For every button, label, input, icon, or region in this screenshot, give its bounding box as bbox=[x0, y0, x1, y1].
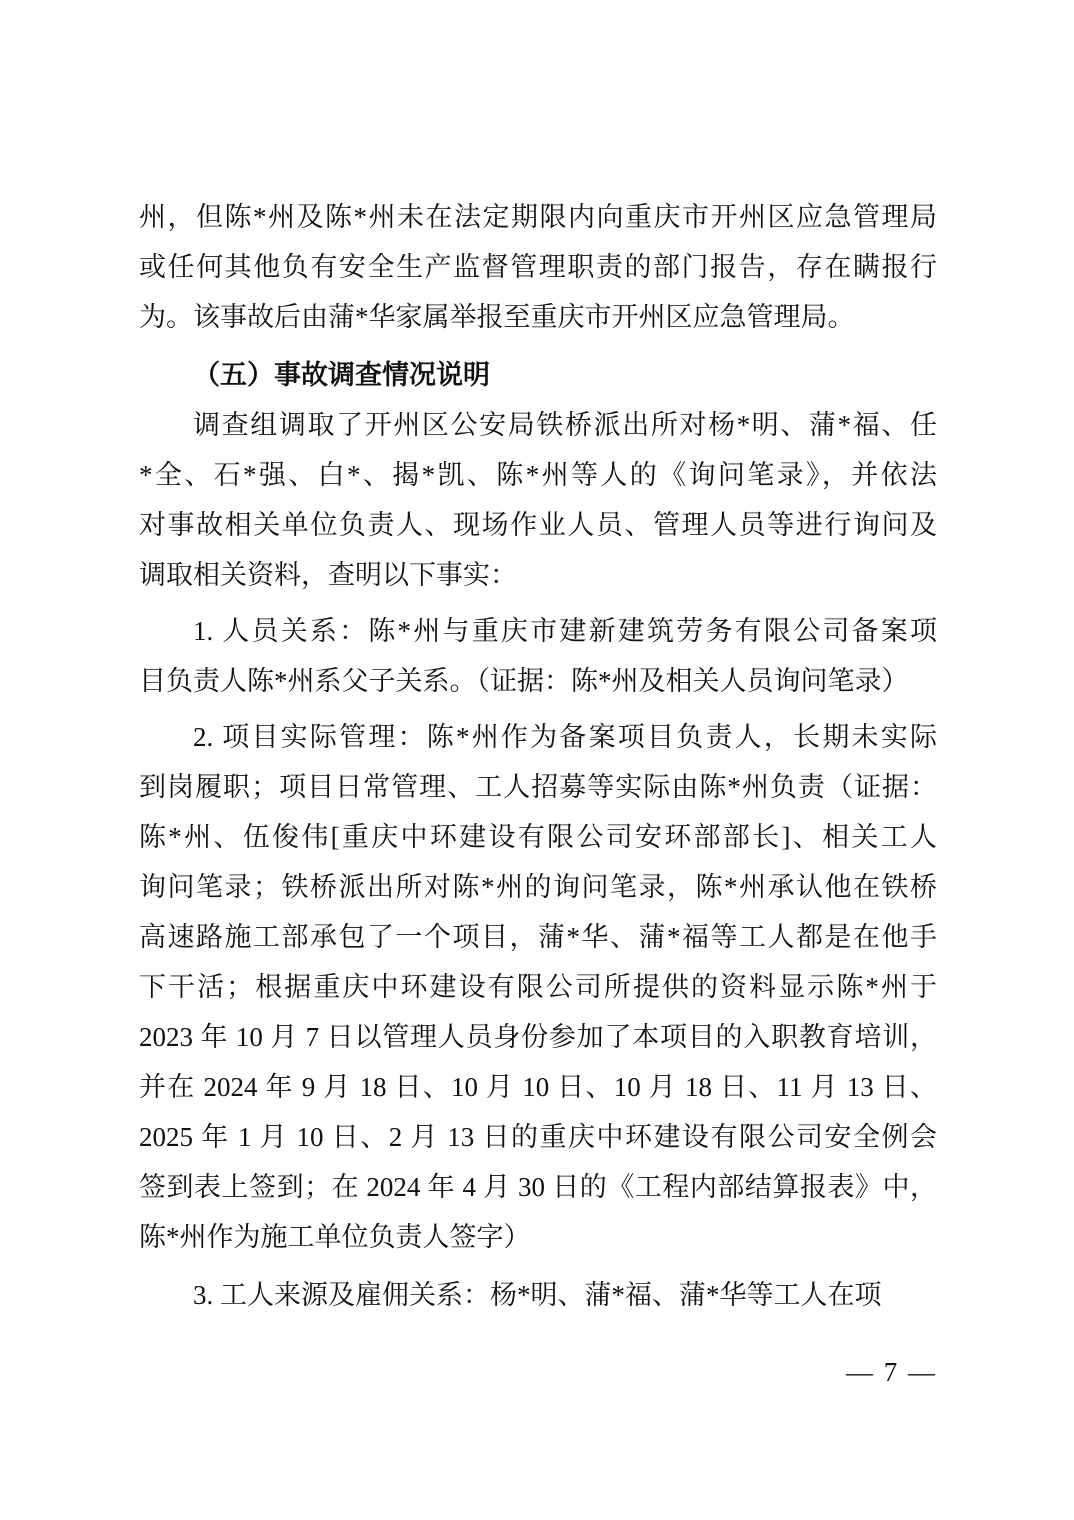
text-line: 陈*州作为施工单位负责人签字） bbox=[139, 1222, 531, 1252]
text-line: 1. 人员关系：陈*州与重庆市建新建筑劳务有限公司备案项 bbox=[193, 616, 937, 646]
heading-section-5 bbox=[139, 350, 937, 400]
text-line: 2025 年 1 月 10 日、2 月 13 日的重庆中环建设有限公司安全例会 bbox=[139, 1122, 937, 1152]
text-line: 目负责人陈*州系父子关系。（证据：陈*州及相关人员询问笔录） bbox=[139, 666, 909, 696]
text-block bbox=[139, 192, 937, 1320]
text-line: 对事故相关单位负责人、现场作业人员、管理人员等进行询问及 bbox=[139, 510, 937, 540]
text-line: 高速路施工部承包了一个项目，蒲*华、蒲*福等工人都是在他手 bbox=[139, 922, 937, 952]
text-line: 调取相关资料，查明以下事实： bbox=[139, 560, 517, 590]
text-line: 2. 项目实际管理：陈*州作为备案项目负责人，长期未实际 bbox=[193, 722, 937, 752]
para-fact-3-worker-employment bbox=[139, 1270, 937, 1320]
text-line: 州，但陈*州及陈*州未在法定期限内向重庆市开州区应急管理局 bbox=[139, 202, 937, 232]
text-line: 为。该事故后由蒲*华家属举报至重庆市开州区应急管理局。 bbox=[139, 302, 855, 332]
text-line: 调查组调取了开州区公安局铁桥派出所对杨*明、蒲*福、任 bbox=[193, 410, 937, 440]
text-line: 下干活；根据重庆中环建设有限公司所提供的资料显示陈*州于 bbox=[139, 972, 937, 1002]
para-investigation-overview bbox=[139, 400, 937, 600]
para-fact-1-personnel-relationship bbox=[139, 606, 937, 706]
text-line: 或任何其他负有安全生产监督管理职责的部门报告，存在瞒报行 bbox=[139, 252, 937, 282]
text-line: 3. 工人来源及雇佣关系：杨*明、蒲*福、蒲*华等工人在项 bbox=[193, 1280, 882, 1310]
para-continuation-concealment bbox=[139, 192, 937, 342]
text-line: 签到表上签到；在 2024 年 4 月 30 日的《工程内部结算报表》中， bbox=[139, 1172, 937, 1202]
text-line: *全、石*强、白*、揭*凯、陈*州等人的《询问笔录》，并依法 bbox=[139, 460, 937, 490]
text-line: 到岗履职；项目日常管理、工人招募等实际由陈*州负责（证据： bbox=[139, 772, 937, 802]
text-line: 并在 2024 年 9 月 18 日、10 月 10 日、10 月 18 日、11 月 13 日、 bbox=[139, 1072, 937, 1102]
text-line: 询问笔录；铁桥派出所对陈*州的询问笔录，陈*州承认他在铁桥 bbox=[139, 872, 937, 902]
text-line: （五）事故调查情况说明 bbox=[193, 360, 490, 390]
page-number: — 7 — bbox=[846, 1357, 937, 1387]
para-fact-2-project-management bbox=[139, 712, 937, 1262]
text-line: 2023 年 10 月 7 日以管理人员身份参加了本项目的入职教育培训， bbox=[139, 1022, 937, 1052]
text-line: 陈*州、伍俊伟[重庆中环建设有限公司安环部部长]、相关工人 bbox=[139, 822, 937, 852]
